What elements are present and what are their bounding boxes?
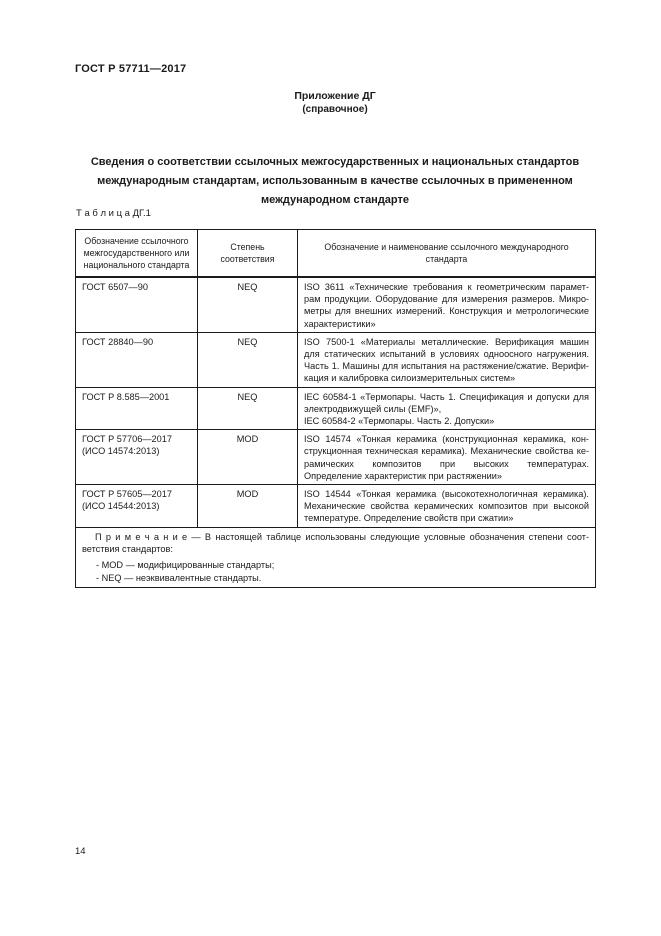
international-standard-line: электродвижущей силы (EMF)», [304, 403, 442, 414]
cell-degree: MOD [198, 430, 298, 485]
international-standard-line: температуре. Определение свойств при сжатии» [304, 513, 514, 524]
note-intro-line: ветствия стандартов: [82, 543, 173, 554]
international-standard-line: для статических испытаний в условиях одноосного нагружения. [304, 349, 589, 360]
note-item: - NEQ — неэквивалентные стандарты. [96, 573, 262, 584]
table-note [76, 527, 596, 587]
cell-national-standard [76, 277, 198, 332]
standards-table [75, 229, 596, 588]
international-standard-line: Часть 1. Машины для испытания на растяжение/сжатие. Верифи- [304, 361, 589, 372]
section-title: Сведения о соответствии ссылочных межгосударственных и национальных стандартов международным стандартам, использованным в качестве ссылочных в примененном международном стандарте [90, 156, 580, 206]
header-degree: Степень соответствия [198, 230, 298, 278]
cell-international-standard [298, 332, 596, 387]
international-standard-line: ISO 3611 «Технические требования к геометрическим парамет- [304, 282, 589, 292]
table-row [76, 430, 596, 485]
cell-national-standard [76, 332, 198, 387]
cell-degree: MOD [198, 485, 298, 528]
international-standard-line: IEC 60584-2 «Термопары. Часть 2. Допуски» [304, 416, 495, 427]
international-standard-line: рамических композитов при высоких температурах. [304, 458, 589, 469]
standards-table-container [75, 229, 595, 588]
cell-degree: NEQ [198, 387, 298, 430]
table-row [76, 387, 596, 430]
national-standard-line: ГОСТ Р 57706—2017 [82, 434, 172, 445]
national-standard-line: ГОСТ Р 8.585—2001 [82, 391, 170, 402]
cell-international-standard [298, 387, 596, 430]
cell-degree: NEQ [198, 332, 298, 387]
document-code: ГОСТ Р 57711—2017 [75, 63, 187, 75]
national-standard-line: (ИСО 14544:2013) [82, 501, 160, 512]
note-item: - MOD — модифицированные стандарты; [96, 560, 275, 571]
header-international-standard: Обозначение и наименование ссылочного международного стандарта [298, 230, 596, 278]
cell-international-standard [298, 430, 596, 485]
international-standard-line: характеристики» [304, 318, 376, 329]
international-standard-line: струкционная техническая керамика). Механические свойства ке- [304, 446, 589, 457]
international-standard-line: ISO 7500-1 «Материалы металлические. Верификация машин [304, 336, 589, 347]
table-row [76, 485, 596, 528]
appendix-label: Приложение ДГ [294, 90, 376, 102]
national-standard-line: ГОСТ Р 57605—2017 [82, 489, 172, 500]
cell-international-standard [298, 485, 596, 528]
cell-degree: NEQ [198, 277, 298, 332]
table-row [76, 277, 596, 332]
note-intro-line: П р и м е ч а н и е — В настоящей таблице использованы следующие условные обозначения степени соот- [95, 531, 589, 542]
international-standard-line: ISO 14544 «Тонкая керамика (высокотехнологичная керамика). [304, 489, 589, 500]
international-standard-line: метры для внешних измерений. Конструкция и метрологические [304, 306, 589, 317]
cell-national-standard [76, 430, 198, 485]
cell-international-standard [298, 277, 596, 332]
table-header-row [76, 230, 596, 278]
table-note-row [76, 527, 596, 587]
international-standard-line: Механические свойства керамических композитов при высокой [304, 501, 589, 512]
national-standard-line: ГОСТ 6507—90 [82, 282, 148, 292]
international-standard-line: IEC 60584-1 «Термопары. Часть 1. Спецификация и допуски для [304, 391, 589, 402]
header-national-standard: Обозначение ссылочного межгосударственного или национального стандарта [76, 230, 198, 278]
note-items [82, 559, 589, 585]
national-standard-line: (ИСО 14574:2013) [82, 446, 160, 457]
table-row [76, 332, 596, 387]
international-standard-line: ISO 14574 «Тонкая керамика (конструкционная керамика, кон- [304, 434, 589, 445]
appendix-heading [75, 90, 595, 116]
page-number: 14 [75, 846, 86, 857]
international-standard-line: кация и калибровка силоизмерительных систем» [304, 373, 516, 384]
cell-national-standard [76, 485, 198, 528]
national-standard-line: ГОСТ 28840—90 [82, 336, 154, 347]
international-standard-line: Определение характеристик при растяжении» [304, 470, 503, 481]
appendix-type: (справочное) [302, 104, 368, 115]
standards-table-body [76, 277, 596, 588]
table-caption: Т а б л и ц а ДГ.1 [76, 208, 151, 219]
international-standard-line: рам продукции. Оборудование для измерения размеров. Микро- [304, 294, 589, 305]
cell-national-standard [76, 387, 198, 430]
